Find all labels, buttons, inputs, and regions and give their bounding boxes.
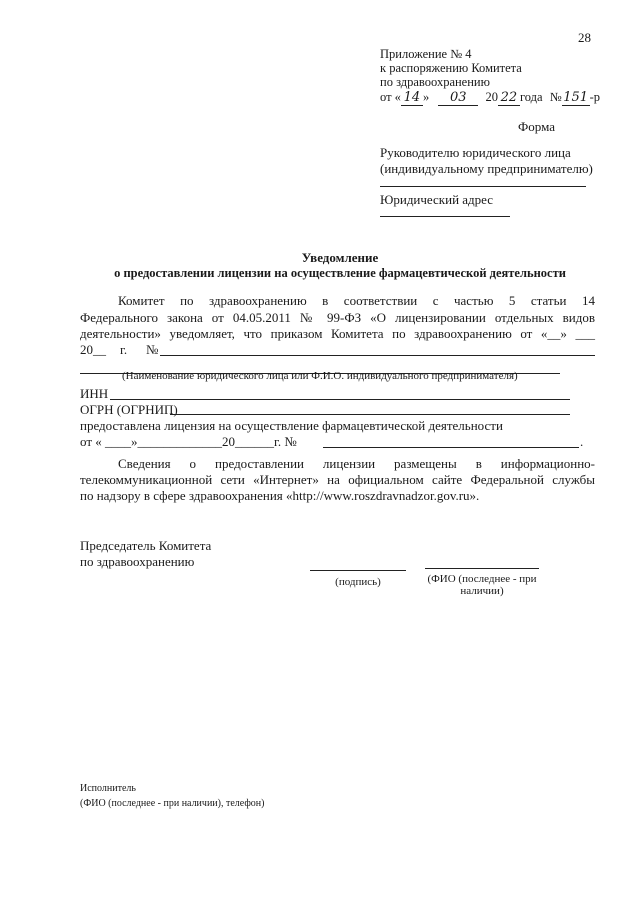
license-granted-text: предоставлена лицензия на осуществление фармацевтической деятельности [80, 418, 503, 433]
year-word: года [519, 90, 543, 104]
chair-title-line-2: по здравоохранению [80, 554, 195, 569]
executor-label: Исполнитель [80, 783, 136, 794]
paragraph2-line-1 [80, 456, 595, 472]
inn-blank-line [110, 399, 570, 400]
ogrn-label: ОГРН (ОГРНИП) [80, 402, 178, 417]
p1-line-2: Федерального закона от 04.05.2011 № 99-ФЗ «О лицензировании отдельных видов [80, 310, 595, 325]
p2-line-3: по надзору в сфере здравоохранения «http://www.roszdravnadzor.gov.ru». [80, 488, 480, 503]
date-prefix: от « [380, 90, 401, 104]
signature-blank-line [310, 570, 406, 571]
p1-line-1: Комитет по здравоохранению в соответствии с частью 5 статьи 14 [118, 293, 595, 308]
inn-label: ИНН [80, 386, 109, 401]
order-number-blank-line [160, 355, 595, 356]
number-suffix: -р [589, 90, 601, 104]
legal-address-blank-line [380, 216, 510, 217]
addressee-blank-line [380, 186, 586, 187]
executor-caption: (ФИО (последнее - при наличии), телефон) [80, 798, 265, 809]
year-prefix: 20 [485, 90, 498, 104]
p1-line-4-g: г. [120, 342, 128, 357]
fio-blank-line [425, 568, 539, 569]
paragraph-line-2 [80, 310, 595, 326]
license-line-end: . [580, 434, 584, 449]
legal-address-label: Юридический адрес [380, 192, 494, 207]
order-year: 22 [498, 90, 520, 106]
appendix-line-3: по здравоохранению [380, 75, 490, 89]
fio-caption-line-2: наличии) [460, 585, 504, 597]
page-number: 28 [578, 30, 591, 45]
appendix-line-1: Приложение № 4 [380, 47, 472, 61]
signature-caption: (подпись) [335, 576, 381, 588]
paragraph2-line-2 [80, 472, 595, 488]
entity-name-caption: (Наименование юридического лица или Ф.И.О. индивидуального предпринимателя) [122, 370, 518, 382]
license-number-blank-line [323, 447, 579, 448]
form-label: Форма [518, 119, 555, 134]
p1-line-4-number: № [146, 342, 159, 357]
document-title: Уведомление [301, 250, 379, 265]
p1-line-3: деятельности» уведомляет, что приказом Комитета по здравоохранению от «__» ___ [80, 326, 595, 341]
order-day: 14 [401, 90, 423, 106]
order-number: 151 [563, 90, 589, 105]
order-month: 03 [438, 90, 478, 106]
chair-title-line-1: Председатель Комитета [80, 538, 212, 553]
addressee-line-1: Руководителю юридического лица [380, 145, 571, 160]
order-date-line [380, 90, 600, 106]
ogrn-blank-line [170, 414, 570, 415]
license-date-line: от « ____»_____________20______г. № [80, 434, 297, 449]
date-quote-close: » [422, 90, 430, 104]
number-prefix: № [549, 90, 562, 104]
appendix-line-2: к распоряжению Комитета [380, 61, 522, 75]
paragraph-line-3 [80, 326, 595, 342]
addressee-line-2: (индивидуальному предпринимателю) [380, 161, 593, 176]
paragraph-line-1 [80, 293, 595, 309]
fio-caption-line-1: (ФИО (последнее - при [427, 573, 537, 585]
document-subtitle: о предоставлении лицензии на осуществление фармацевтической деятельности [114, 266, 566, 280]
p2-line-2: телекоммуникационной сети «Интернет» на официальном сайте Федеральной службы [80, 472, 595, 487]
p2-line-1: Сведения о предоставлении лицензии размещены в информационно- [118, 456, 595, 471]
p1-line-4-year: 20__ [80, 342, 106, 357]
